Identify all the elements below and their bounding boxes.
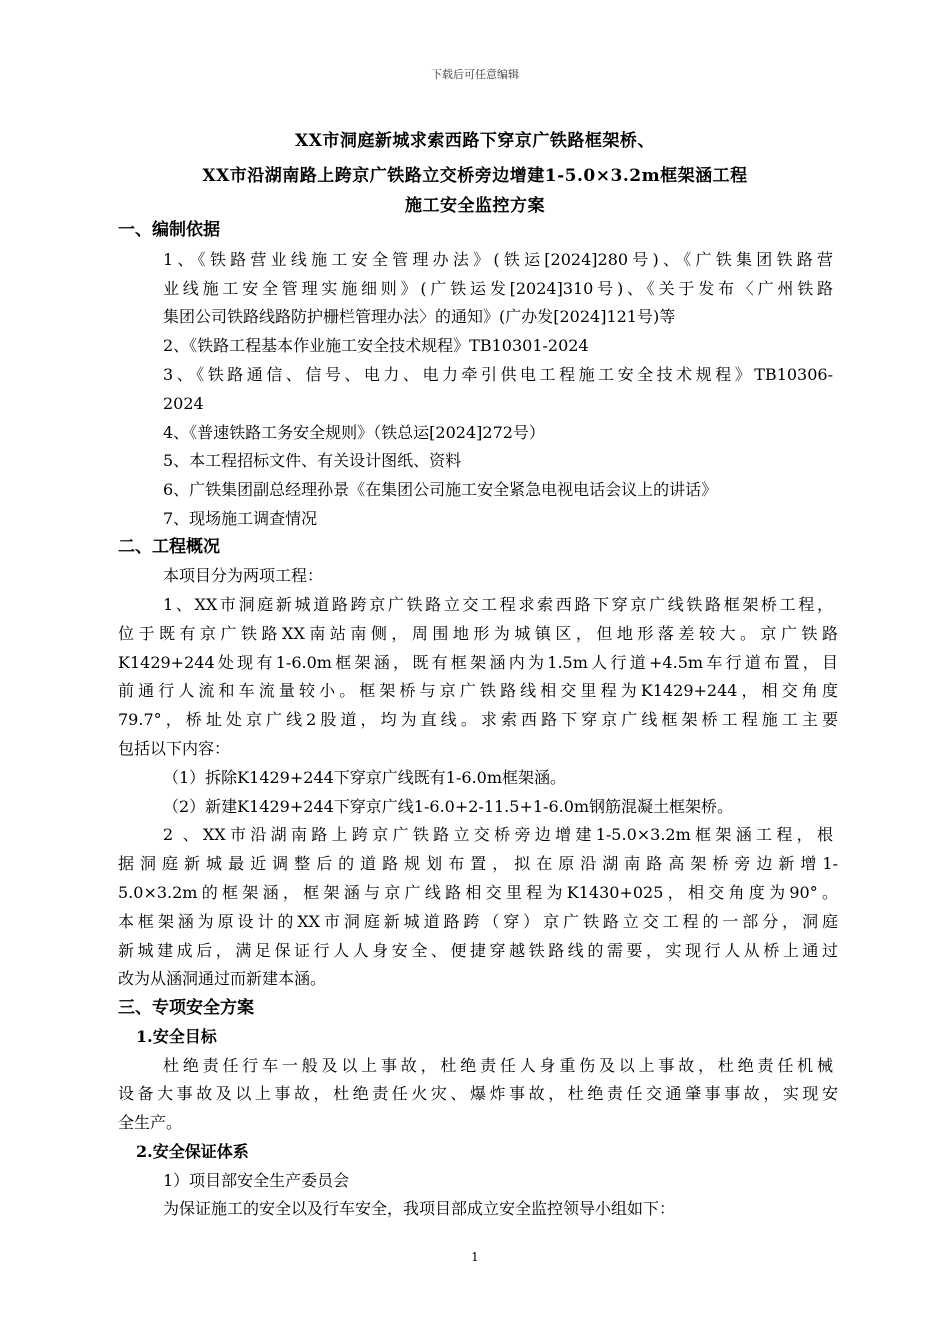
overview-line: （1）拆除K1429+244下穿京广线既有1-6.0m框架涵。	[163, 768, 567, 787]
overview-line: 本项目分为两项工程：	[163, 566, 324, 585]
basis-line: 2、《铁路工程基本作业施工安全技术规程》TB10301-2024	[163, 336, 589, 355]
basis-line: 2024	[163, 394, 204, 413]
basis-line: 5、本工程招标文件、有关设计图纸、资料	[163, 451, 462, 470]
header-note: 下载后可任意编辑	[431, 68, 519, 81]
safety-system-line: 1）项目部安全生产委员会	[163, 1171, 350, 1190]
safety-goal-line: 全生产。	[118, 1113, 183, 1132]
safety-system-line: 为保证施工的安全以及行车安全，我项目部成立安全监控领导小组如下：	[163, 1199, 676, 1218]
section-heading-overview: 二、工程概况	[118, 537, 220, 557]
basis-line: 业线施工安全管理实施细则》(广铁运发[2024]310号)、《关于发布〈广州铁路	[163, 279, 833, 298]
overview-line: 新城建成后，满足保证行人人身安全、便捷穿越铁路线的需要，实现行人从桥上通过	[118, 941, 838, 960]
section-heading-safety-plan: 三、专项安全方案	[118, 998, 254, 1018]
basis-line: 6、广铁集团副总经理孙景《在集团公司施工安全紧急电视电话会议上的讲话》	[163, 480, 718, 499]
subheading-safety-goal: 1.安全目标	[136, 1027, 217, 1046]
overview-line: 据洞庭新城最近调整后的道路规划布置，拟在原沿湖南路高架桥旁边新增1-	[118, 854, 838, 873]
overview-line: K1429+244处现有1-6.0m框架涵，既有框架涵内为1.5m人行道+4.5m车行道布置，目	[118, 653, 838, 672]
overview-line: 前通行人流和车流量较小。框架桥与京广铁路线相交里程为K1429+244，相交角度	[118, 681, 838, 700]
page-number: 1	[471, 1250, 479, 1264]
overview-line: 包括以下内容：	[118, 739, 231, 758]
section-heading-basis: 一、编制依据	[118, 220, 220, 240]
basis-line: 4、《普速铁路工务安全规则》（铁总运[2024]272号）	[163, 423, 545, 442]
safety-goal-line: 杜绝责任行车一般及以上事故，杜绝责任人身重伤及以上事故，杜绝责任机械	[163, 1056, 833, 1075]
basis-line: 1、《铁路营业线施工安全管理办法》(铁运[2024]280号)、《广铁集团铁路营	[163, 250, 833, 269]
basis-line: 7、现场施工调查情况	[163, 509, 318, 528]
document-title-line-3: 施工安全监控方案	[405, 196, 545, 216]
document-title-line-1: XX市洞庭新城求索西路下穿京广铁路框架桥、	[295, 131, 655, 151]
overview-line: 改为从涵洞通过而新建本涵。	[118, 969, 327, 988]
overview-line: 位于既有京广铁路XX南站南侧，周围地形为城镇区，但地形落差较大。京广铁路	[118, 624, 838, 643]
overview-line: 1、XX市洞庭新城道路跨京广铁路立交工程求索西路下穿京广线铁路框架桥工程，	[163, 595, 833, 614]
basis-line: 3、《铁路通信、信号、电力、电力牵引供电工程施工安全技术规程》TB10306-	[163, 365, 833, 384]
overview-line: 本框架涵为原设计的XX市洞庭新城道路跨（穿）京广铁路立交工程的一部分，洞庭	[118, 912, 838, 931]
overview-line: （2）新建K1429+244下穿京广线1-6.0+2-11.5+1-6.0m钢筋混凝土框架桥。	[163, 797, 734, 816]
subheading-safety-system: 2.安全保证体系	[136, 1142, 249, 1161]
basis-line: 集团公司铁路线路防护栅栏管理办法〉的通知》(广办发[2024]121号)等	[163, 307, 676, 326]
overview-line: 5.0×3.2m的框架涵，框架涵与京广线路相交里程为K1430+025，相交角度为90°。	[118, 883, 838, 902]
overview-line: 79.7°，桥址处京广线2股道，均为直线。求索西路下穿京广线框架桥工程施工主要	[118, 710, 838, 729]
safety-goal-line: 设备大事故及以上事故，杜绝责任火灾、爆炸事故，杜绝责任交通肇事事故，实现安	[118, 1084, 838, 1103]
overview-line: 2 、XX市沿湖南路上跨京广铁路立交桥旁边增建1-5.0×3.2m框架涵工程，根	[163, 825, 833, 844]
document-title-line-2: XX市沿湖南路上跨京广铁路立交桥旁边增建1-5.0×3.2m框架涵工程	[202, 166, 748, 186]
